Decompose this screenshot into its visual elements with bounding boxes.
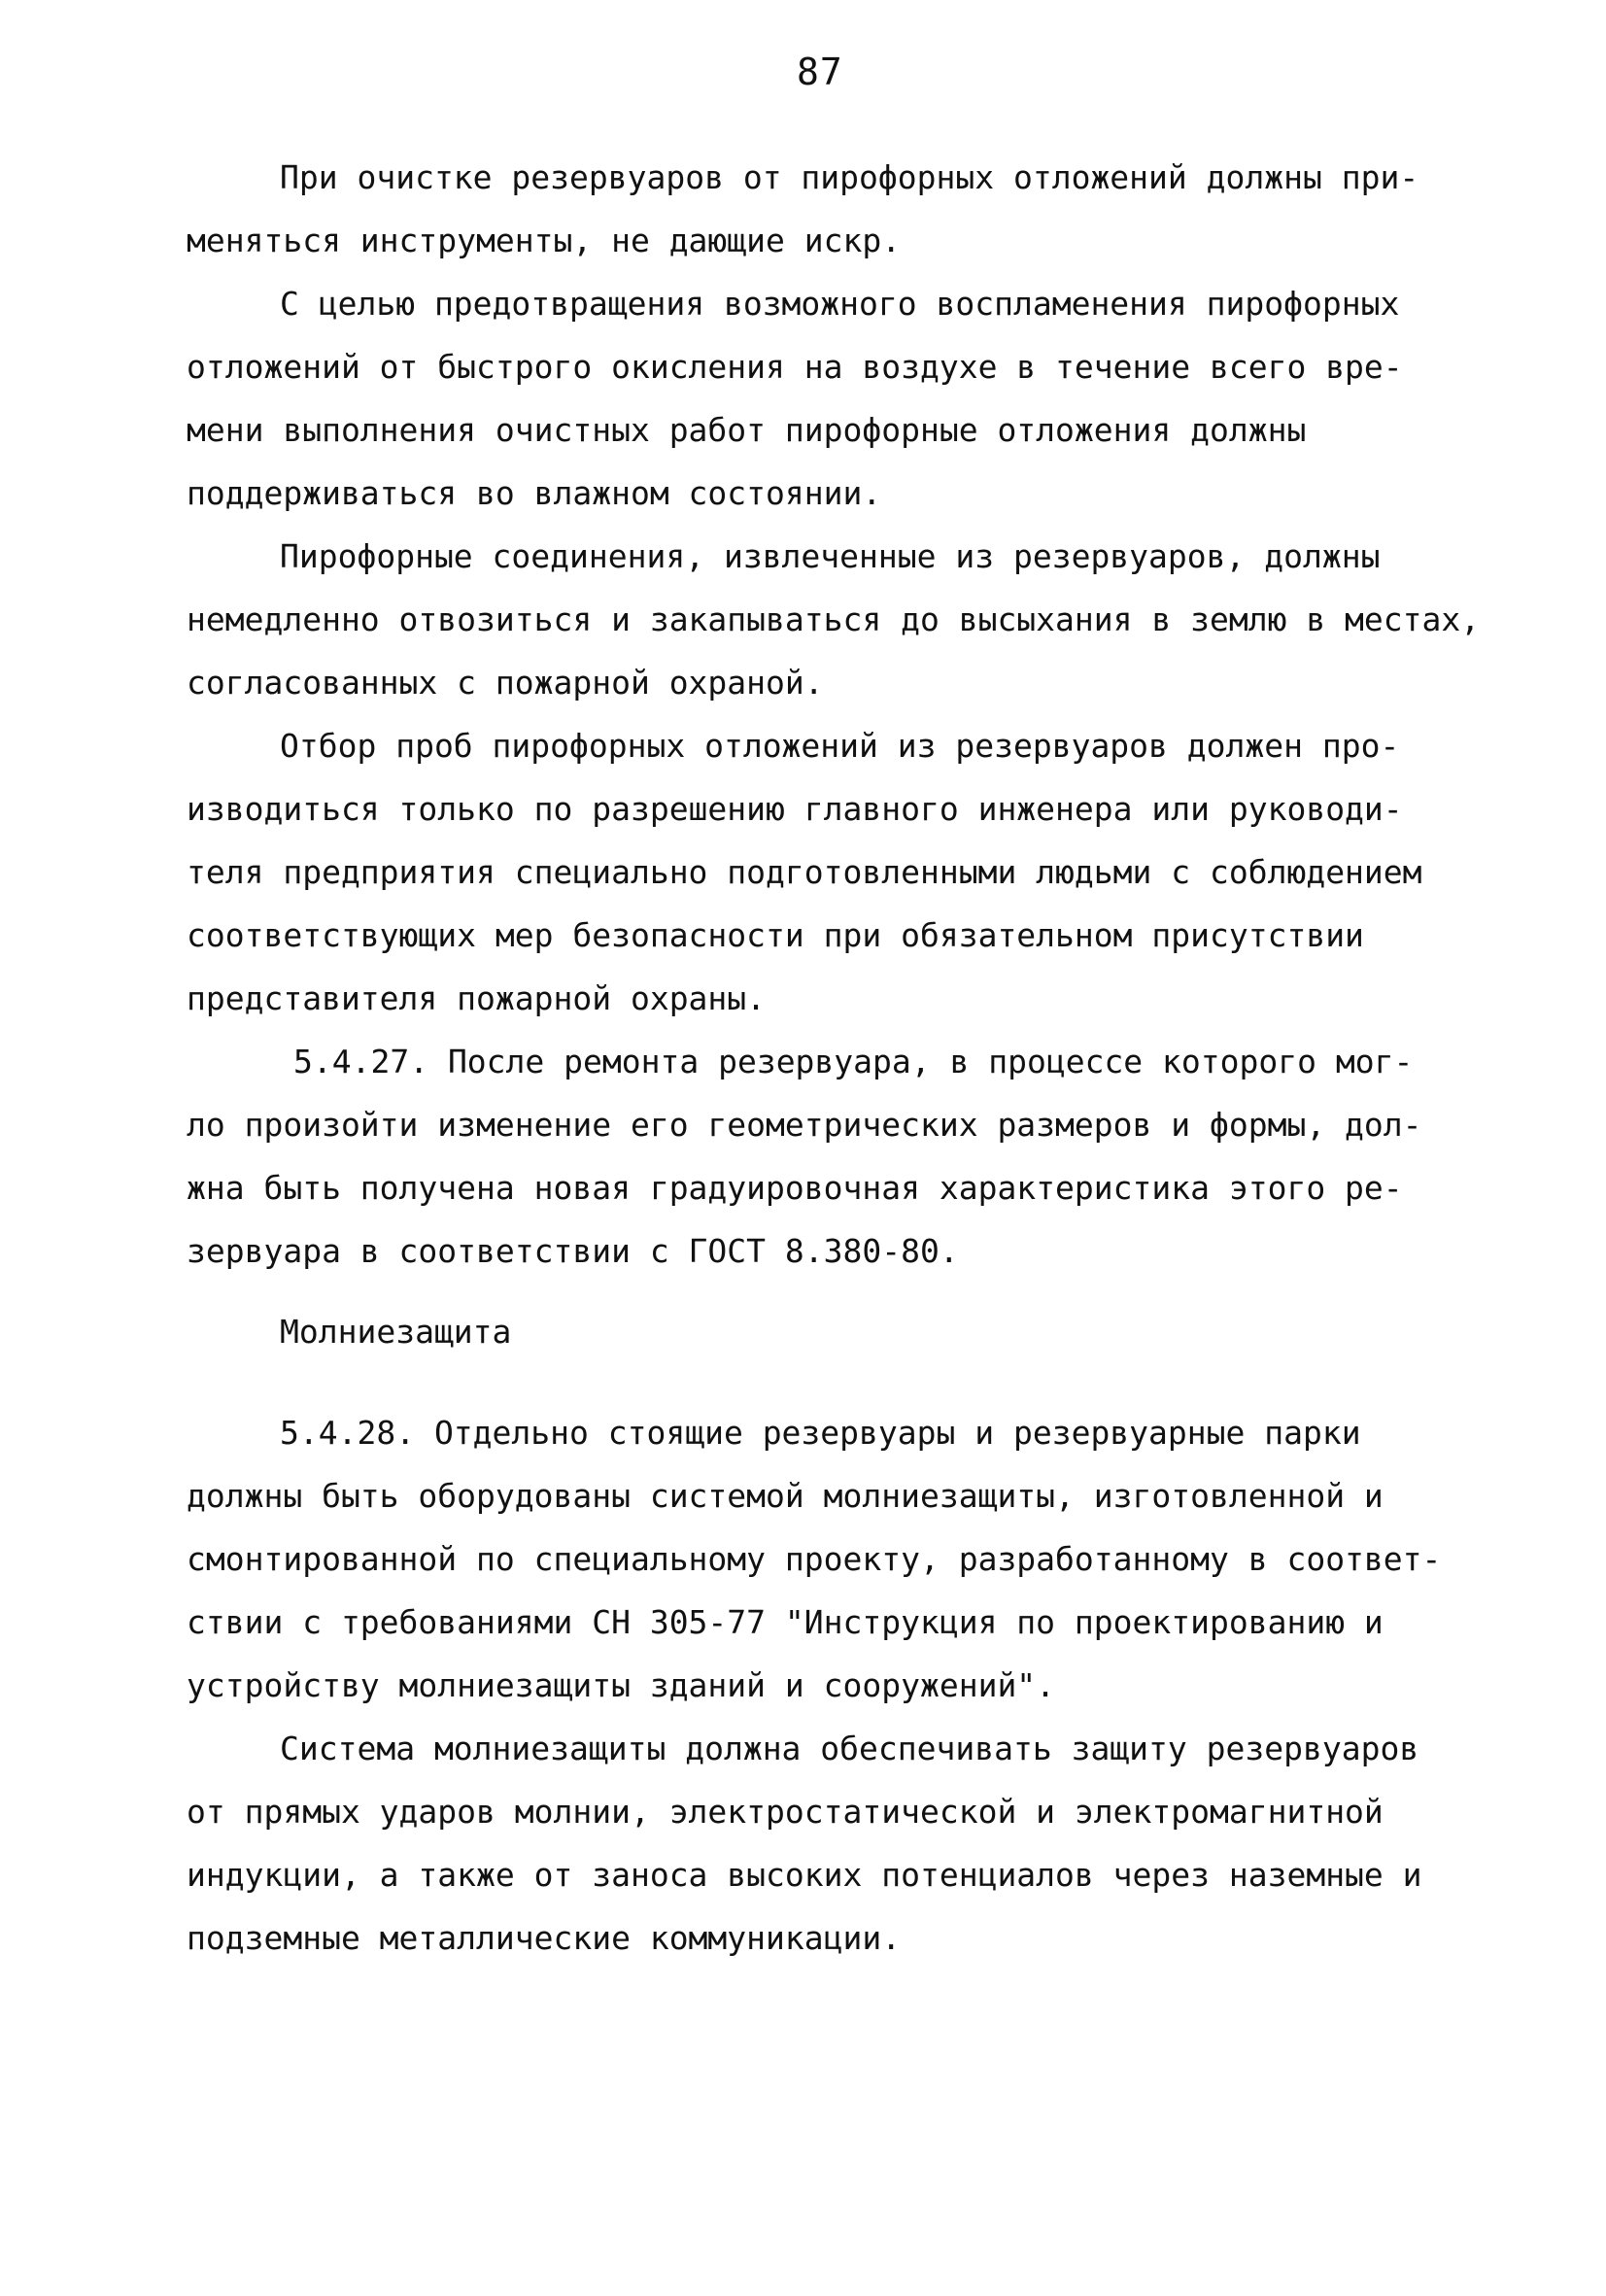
paragraph-line: 5.4.27. После ремонта резервуара, в процессе которого мог-: [293, 1043, 1414, 1080]
paragraph-line: Отбор проб пирофорных отложений из резервуаров должен про-: [280, 727, 1400, 765]
paragraph-line: смонтированной по специальному проекту, разработанному в соответ-: [187, 1540, 1442, 1578]
paragraph-line: соответствующих мер безопасности при обязательном присутствии: [187, 916, 1364, 954]
paragraph-line: При очистке резервуаров от пирофорных отложений должны при-: [280, 158, 1419, 196]
paragraph-pyrophoric-cleaning-tools: [187, 146, 1450, 272]
paragraph-line: поддерживаться во влажном состоянии.: [187, 474, 882, 512]
paragraph-section-5-4-28: [187, 1401, 1450, 1717]
paragraph-section-5-4-27: [187, 1030, 1450, 1283]
paragraph-line: 5.4.28. Отдельно стоящие резервуары и резервуарные парки: [280, 1414, 1361, 1452]
paragraph-line: отложений от быстрого окисления на воздухе в течение всего вре-: [187, 348, 1403, 386]
paragraph-line: устройству молниезащиты зданий и сооружений".: [187, 1666, 1056, 1704]
paragraph-line: подземные металлические коммуникации.: [187, 1919, 902, 1957]
paragraph-line: жна быть получена новая градуировочная характеристика этого ре-: [187, 1169, 1403, 1207]
paragraph-line: ствии с требованиями СН 305-77 "Инструкция по проектированию и: [187, 1603, 1384, 1641]
paragraph-line: немедленно отвозиться и закапываться до высыхания в землю в местах,: [187, 600, 1481, 638]
paragraph-line: теля предприятия специально подготовленными людьми с соблюдением: [187, 853, 1422, 891]
paragraph-line: индукции, а также от заноса высоких потенциалов через наземные и: [187, 1856, 1422, 1894]
page-number: 87: [797, 51, 843, 93]
paragraph-line: меняться инструменты, не дающие искр.: [187, 222, 902, 259]
paragraph-pyrophoric-wet-state: [187, 272, 1450, 525]
paragraph-line: изводиться только по разрешению главного инженера или руководи-: [187, 790, 1403, 828]
paragraph-line: зервуара в соответствии с ГОСТ 8.380-80.: [187, 1232, 959, 1270]
paragraph-line: мени выполнения очистных работ пирофорные отложения должны: [187, 411, 1307, 449]
paragraph-line: согласованных с пожарной охраной.: [187, 664, 824, 702]
paragraph-line: представителя пожарной охраны.: [187, 979, 767, 1017]
paragraph-line: ло произойти изменение его геометрических размеров и формы, дол-: [187, 1106, 1422, 1144]
section-heading-lightning-protection: Молниезащита: [280, 1313, 512, 1351]
paragraph-sampling: [187, 714, 1450, 1030]
paragraph-line: от прямых ударов молнии, электростатической и электромагнитной: [187, 1793, 1384, 1831]
paragraph-line: Пирофорные соединения, извлеченные из резервуаров, должны: [280, 537, 1381, 575]
paragraph-line: С целью предотвращения возможного воспламенения пирофорных: [280, 285, 1400, 323]
paragraph-lightning-system: [187, 1717, 1450, 1970]
paragraph-pyrophoric-disposal: [187, 525, 1481, 714]
paragraph-line: должны быть оборудованы системой молниезащиты, изготовленной и: [187, 1477, 1384, 1515]
paragraph-line: Система молниезащиты должна обеспечивать защиту резервуаров: [280, 1730, 1419, 1767]
